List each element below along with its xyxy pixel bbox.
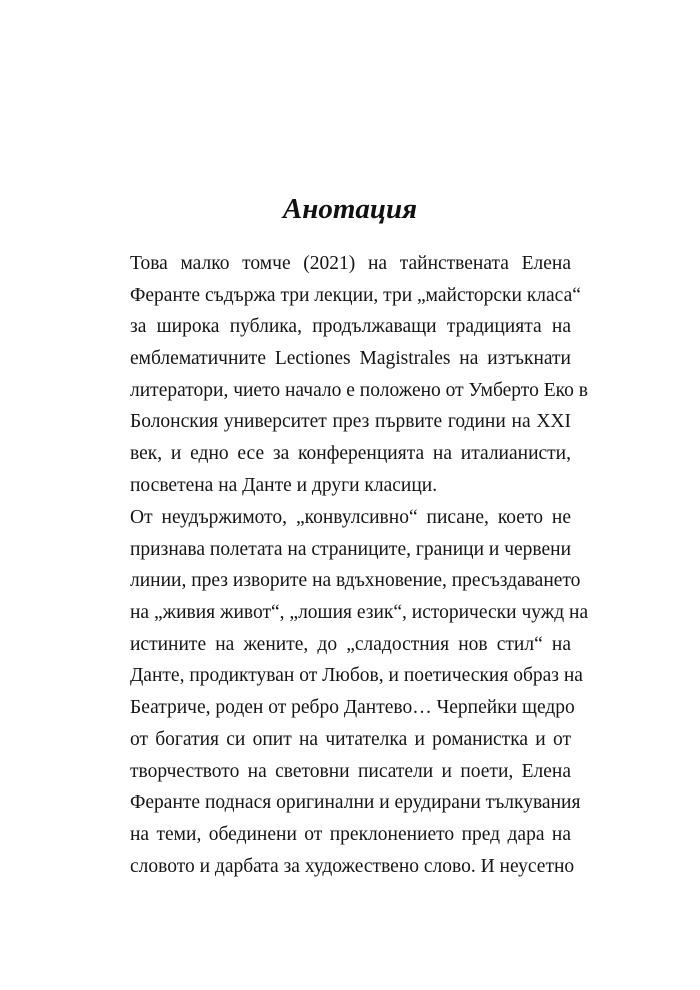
text-line: Феранте поднася оригинални и ерудирани тълкувания bbox=[130, 792, 581, 814]
text-line: Феранте съдържа три лекции, три „майсторски класа“ bbox=[130, 284, 581, 306]
text-line: признава полетата на страниците, граници и червени bbox=[130, 538, 572, 560]
text-line: литератори, чието начало е положено от Умберто Еко в bbox=[130, 379, 588, 401]
paragraph-2 bbox=[130, 502, 589, 882]
text-line: линии, през изворите на вдъхновение, пресъздаването bbox=[130, 570, 581, 592]
text-line: век, и едно есе за конференцията на италианисти, bbox=[130, 443, 571, 465]
text-line: на „живия живот“, „лошия език“, исторически чужд на bbox=[130, 602, 589, 624]
page-title: Анотация bbox=[282, 193, 418, 225]
text-line: словото и дарбата за художествено слово. И неусетно bbox=[130, 855, 575, 877]
text-line: емблематичните Lectiones Magistrales на изтъкнати bbox=[130, 348, 571, 370]
text-line: Болонския университет през първите години на XXI bbox=[130, 411, 571, 433]
paragraph-1 bbox=[130, 248, 588, 502]
text-line: от богатия си опит на читателка и романистка и от bbox=[130, 728, 571, 750]
text-line: Данте, продиктуван от Любов, и поетическия образ на bbox=[130, 665, 583, 687]
text-line: за широка публика, продължаващи традицията на bbox=[130, 316, 571, 338]
text-line: посветена на Данте и други класици. bbox=[130, 474, 438, 496]
text-line: творчеството на световни писатели и поети, Елена bbox=[130, 760, 571, 782]
text-line: Това малко томче (2021) на тайнствената Елена bbox=[130, 253, 571, 274]
text-line: на теми, обединени от преклонението пред дара на bbox=[130, 823, 571, 845]
text-line: От неудържимото, „конвулсивно“ писане, което не bbox=[130, 507, 571, 528]
text-line: истините на жените, до „сладостния нов стил“ на bbox=[130, 633, 571, 655]
text-line: Беатриче, роден от ребро Дантево… Черпейки щедро bbox=[130, 697, 575, 719]
